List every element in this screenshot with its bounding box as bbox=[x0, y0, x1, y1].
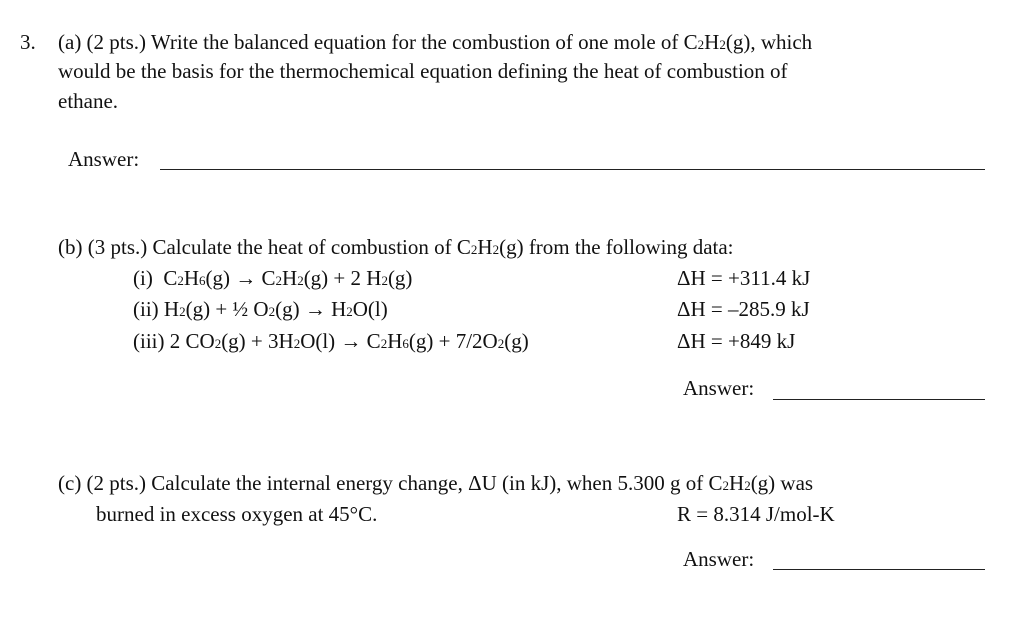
formula-text: (g) + ½ O bbox=[185, 297, 269, 321]
subscript: 6 bbox=[199, 273, 206, 288]
subscript: 2 bbox=[722, 478, 730, 493]
part-a-line-2: would be the basis for the thermochemical equation defining the heat of combustion of bbox=[58, 59, 788, 83]
subscript: 2 bbox=[346, 304, 353, 319]
reaction-iii-enthalpy: ΔH = +849 kJ bbox=[677, 329, 796, 353]
formula-text: O(l) bbox=[352, 297, 388, 321]
subscript: 2 bbox=[380, 336, 388, 351]
gas-constant: R = 8.314 J/mol-K bbox=[677, 502, 835, 526]
subscript: 2 bbox=[492, 242, 500, 257]
reaction-iii bbox=[133, 331, 529, 352]
formula-text: H bbox=[704, 30, 720, 54]
formula-text: (g) + 2 H bbox=[303, 266, 382, 290]
subscript: 2 bbox=[214, 336, 222, 351]
formula-text: H bbox=[183, 266, 200, 290]
part-b-intro-text: (b) (3 pts.) Calculate the heat of combustion of C bbox=[58, 235, 471, 259]
subscript: 6 bbox=[402, 336, 409, 351]
reaction-ii bbox=[133, 299, 388, 320]
reaction-label: (ii) bbox=[133, 297, 159, 321]
formula-text: (g) bbox=[504, 329, 529, 353]
part-a-answer-label: Answer: bbox=[68, 147, 140, 171]
formula-text: (g) was bbox=[750, 471, 814, 495]
formula-text: H bbox=[282, 266, 298, 290]
part-c-line-1-text: (c) (2 pts.) Calculate the internal energy change, ΔU (in kJ), when 5.300 g of C bbox=[58, 471, 723, 495]
subscript: 2 bbox=[177, 273, 184, 288]
subscript: 2 bbox=[297, 273, 304, 288]
part-c-line-1 bbox=[58, 473, 813, 494]
reaction-label: (i) bbox=[133, 266, 153, 290]
part-c-answer-label: Answer: bbox=[683, 547, 755, 571]
reaction-label: (iii) bbox=[133, 329, 165, 353]
subscript: 2 bbox=[268, 304, 276, 319]
subscript: 2 bbox=[497, 336, 505, 351]
formula-text: (g) + 7/2O bbox=[408, 329, 498, 353]
formula-text: (g) bbox=[387, 266, 413, 290]
subscript: 2 bbox=[719, 37, 726, 52]
formula-text: (g) → C bbox=[205, 266, 276, 290]
reaction-ii-enthalpy: ΔH = –285.9 kJ bbox=[677, 297, 810, 321]
reaction-i bbox=[133, 268, 412, 289]
part-a-line-1-text: (a) (2 pts.) Write the balanced equation for the combustion of one mole of C bbox=[58, 30, 698, 54]
formula-text: (g) + 3H bbox=[221, 329, 294, 353]
formula-text: (g), which bbox=[725, 30, 813, 54]
subscript: 2 bbox=[470, 242, 478, 257]
subscript: 2 bbox=[744, 478, 751, 493]
part-a-answer-blank[interactable] bbox=[160, 169, 985, 170]
subscript: 2 bbox=[381, 273, 388, 288]
formula-text: (g) from the following data: bbox=[499, 235, 734, 259]
formula-text: C bbox=[163, 266, 178, 290]
formula-text: 2 CO bbox=[169, 329, 215, 353]
subscript: 2 bbox=[697, 37, 705, 52]
formula-text: H bbox=[477, 235, 493, 259]
part-c-line-2: burned in excess oxygen at 45°C. bbox=[96, 502, 378, 526]
part-b-answer-blank[interactable] bbox=[773, 399, 985, 400]
subscript: 2 bbox=[179, 304, 186, 319]
formula-text: (g) → H bbox=[275, 297, 347, 321]
part-a-line-1 bbox=[58, 32, 812, 53]
question-number: 3. bbox=[20, 30, 36, 54]
subscript: 2 bbox=[275, 273, 283, 288]
part-c-answer-blank[interactable] bbox=[773, 569, 985, 570]
part-b-answer-label: Answer: bbox=[683, 376, 755, 400]
part-a-line-3: ethane. bbox=[58, 89, 119, 113]
formula-text: H bbox=[729, 471, 745, 495]
formula-text: H bbox=[163, 297, 180, 321]
formula-text: O(l) → C bbox=[300, 329, 381, 353]
reaction-i-enthalpy: ΔH = +311.4 kJ bbox=[677, 266, 811, 290]
formula-text: H bbox=[387, 329, 403, 353]
subscript: 2 bbox=[293, 336, 301, 351]
part-b-intro bbox=[58, 237, 734, 258]
